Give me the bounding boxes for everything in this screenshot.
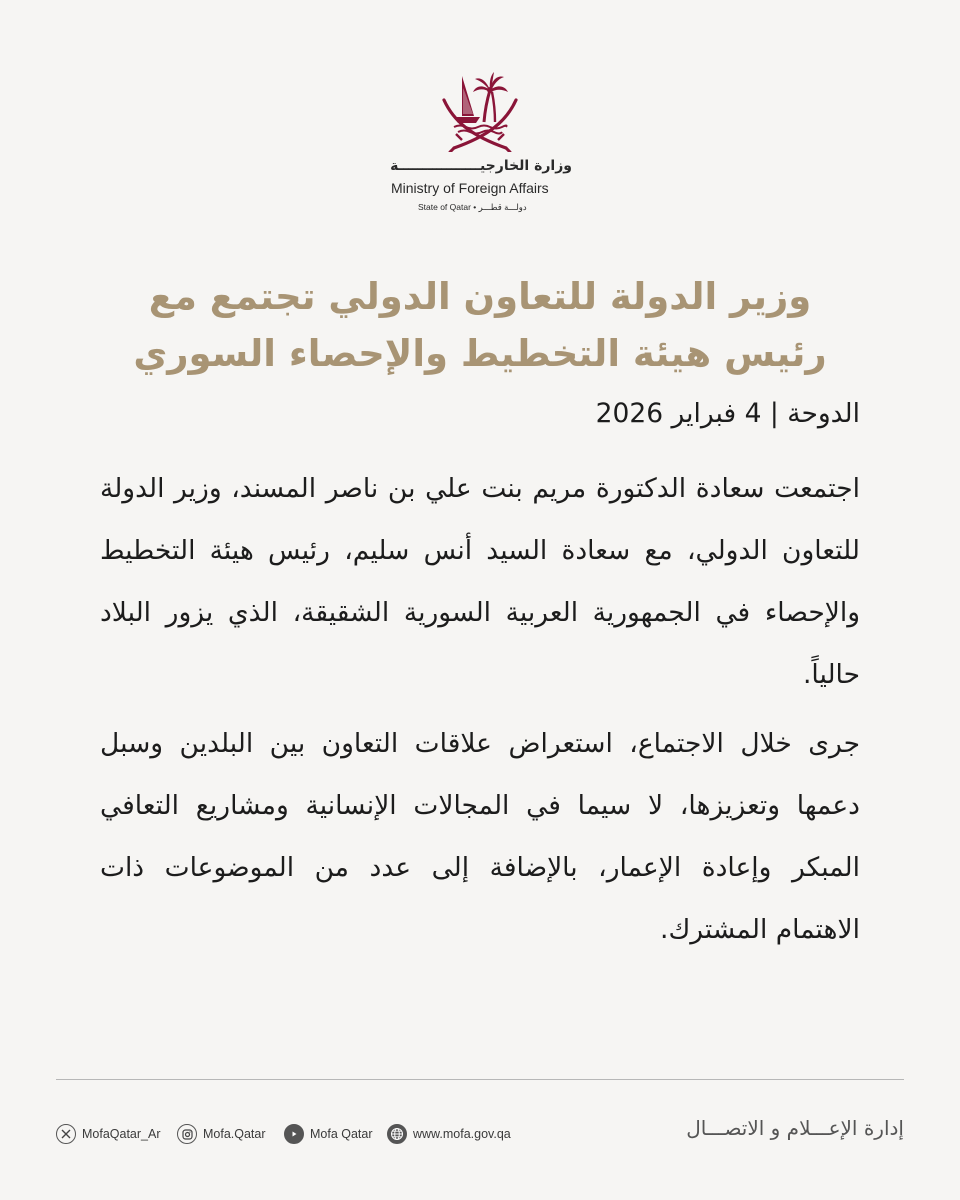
- youtube-icon: [284, 1124, 304, 1144]
- headline-line: وزير الدولة للتعاون الدولي تجتمع مع: [148, 275, 812, 318]
- youtube-link[interactable]: [284, 1121, 373, 1147]
- website-link[interactable]: [387, 1121, 511, 1147]
- paragraph-line: المبكر وإعادة الإعمار، بالإضافة إلى عدد من الموضوعات ذات: [100, 852, 860, 883]
- instagram-link[interactable]: [177, 1121, 266, 1147]
- logo-english-name: Ministry of Foreign Affairs: [391, 180, 549, 196]
- footer-divider: [56, 1079, 904, 1080]
- headline: [120, 268, 840, 382]
- paragraph-line: للتعاون الدولي، مع سعادة السيد أنس سليم، رئيس هيئة التخطيط: [100, 535, 860, 566]
- globe-icon: [387, 1124, 407, 1144]
- paragraph-line: دعمها وتعزيزها، لا سيما في المجالات الإنسانية ومشاريع التعافي: [100, 790, 860, 821]
- footer-department: إدارة الإعـــلام و الاتصـــال: [686, 1116, 904, 1140]
- paragraph-2: [100, 713, 860, 961]
- dateline: الدوحة | 4 فبراير 2026: [595, 398, 860, 429]
- website-url: www.mofa.gov.qa: [413, 1127, 511, 1141]
- paragraph-line: والإحصاء في الجمهورية العربية السورية الشقيقة، الذي يزور البلاد: [100, 597, 860, 628]
- paragraph-line: اجتمعت سعادة الدكتورة مريم بنت علي بن ناصر المسند، وزير الدولة: [100, 473, 860, 504]
- ministry-logo: [380, 70, 580, 220]
- paragraph-line: الاهتمام المشترك.: [660, 914, 860, 945]
- instagram-icon: [177, 1124, 197, 1144]
- instagram-handle: Mofa.Qatar: [203, 1127, 266, 1141]
- headline-line: رئيس هيئة التخطيط والإحصاء السوري: [133, 332, 827, 375]
- logo-arabic-name: وزارة الخارجيـــــــــــــــــة: [390, 158, 572, 174]
- paragraph-line: حالياً.: [802, 659, 860, 690]
- x-link[interactable]: [56, 1121, 161, 1147]
- logo-state-line: State of Qatar • دولـــة قطـــر: [418, 202, 527, 212]
- paragraph-line: جرى خلال الاجتماع، استعراض علاقات التعاون بين البلدين وسبل: [100, 728, 860, 759]
- paragraph-1: [100, 458, 860, 706]
- x-handle: MofaQatar_Ar: [82, 1127, 161, 1141]
- x-icon: [56, 1124, 76, 1144]
- youtube-handle: Mofa Qatar: [310, 1127, 373, 1141]
- qatar-emblem-icon: [440, 70, 520, 152]
